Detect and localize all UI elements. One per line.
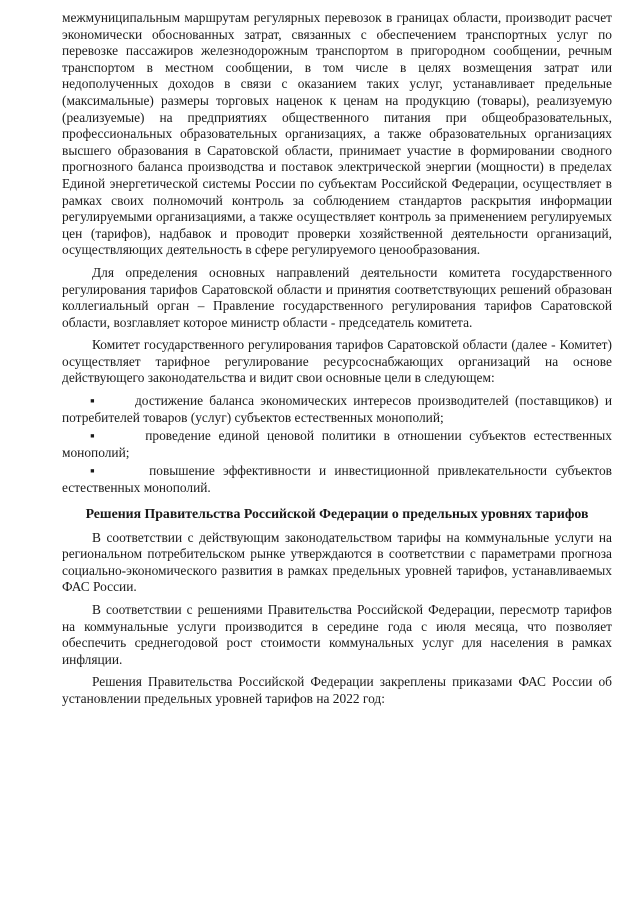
section-heading: Решения Правительства Российской Федерации о предельных уровнях тарифов — [85, 505, 589, 521]
goal-list-item — [62, 428, 612, 461]
goal-list-item — [62, 393, 612, 426]
bullet-icon: ▪ — [90, 428, 100, 444]
bullet-icon: ▪ — [90, 463, 100, 479]
section-paragraph: В соответствии с действующим законодательством тарифы на коммунальные услуги на региональном потребительском рынке утверждаются в соответствии с параметрами прогноза социально-экономического развития в рамках предельных уровней тарифов, устанавливаемых ФАС России. — [62, 529, 612, 595]
section-paragraph: Решения Правительства Российской Федерации закреплены приказами ФАС России об установлении предельных уровней тарифов на 2022 год: — [62, 674, 612, 706]
section-paragraph: В соответствии с решениями Правительства Российской Федерации, пересмотр тарифов на коммунальные услуги производится в середине года с июля месяца, что позволяет обеспечить среднегодовой рост стоимости коммунальных услуг для населения в рамках инфляции. — [62, 602, 612, 667]
goal-text: проведение единой ценовой политики в отношении субъектов естественных монополий; — [62, 428, 612, 460]
bullet-icon: ▪ — [90, 393, 98, 409]
goal-text: достижение баланса экономических интересов производителей (поставщиков) и потребителей товаров (услуг) субъектов естественных монополий; — [62, 393, 612, 425]
collegial-body-paragraph: Для определения основных направлений деятельности комитета государственного регулирования тарифов Саратовской области и принятия соответствующих решений образован коллегиальный орган – Правление государственного регулирования тарифов Саратовской области, возглавляет которое министр области - председатель комитета. — [62, 264, 612, 330]
committee-paragraph: Комитет государственного регулирования тарифов Саратовской области (далее - Комитет) осуществляет тарифное регулирование ресурсоснабжающих организаций на основе действующего законодательства и видит свои основные цели в следующем: — [62, 337, 612, 386]
goal-list-item — [62, 463, 612, 496]
intro-paragraph: межмуниципальным маршрутам регулярных перевозок в границах области, производит расчет экономически обоснованных затрат, связанных с обеспечением транспортных услуг по перевозке пассажиров железнодорожным транспортом в пригородном сообщении, речным транспортом в местном сообщении, в том числе в целях возмещения затрат или недополученных доходов в связи с оказанием таких услуг, устанавливает предельные (максимальные) размеры торговых наценок к ценам на продукцию (товары), реализуемую (реализуемые) на предприятиях общественного питания при общеобразовательных, профессиональных образовательных организациях, а также образовательных организациях высшего образования в Саратовской области, принимает участие в формировании сводного прогнозного баланса производства и поставок электрической энергии (мощности) в пределах Единой энергетической системы России по субъектам Российской Федерации, осуществляет в рамках своих полномочий контроль за соблюдением стандартов раскрытия информации регулируемыми организациями, а также осуществляет контроль за применением регулируемых цен (тарифов), надбавок и проводит проверки хозяйственной деятельности организаций, осуществляющих деятельность в сфере регулируемого ценообразования. — [62, 10, 612, 258]
goal-text: повышение эффективности и инвестиционной привлекательности субъектов естественных монополий. — [62, 463, 612, 496]
